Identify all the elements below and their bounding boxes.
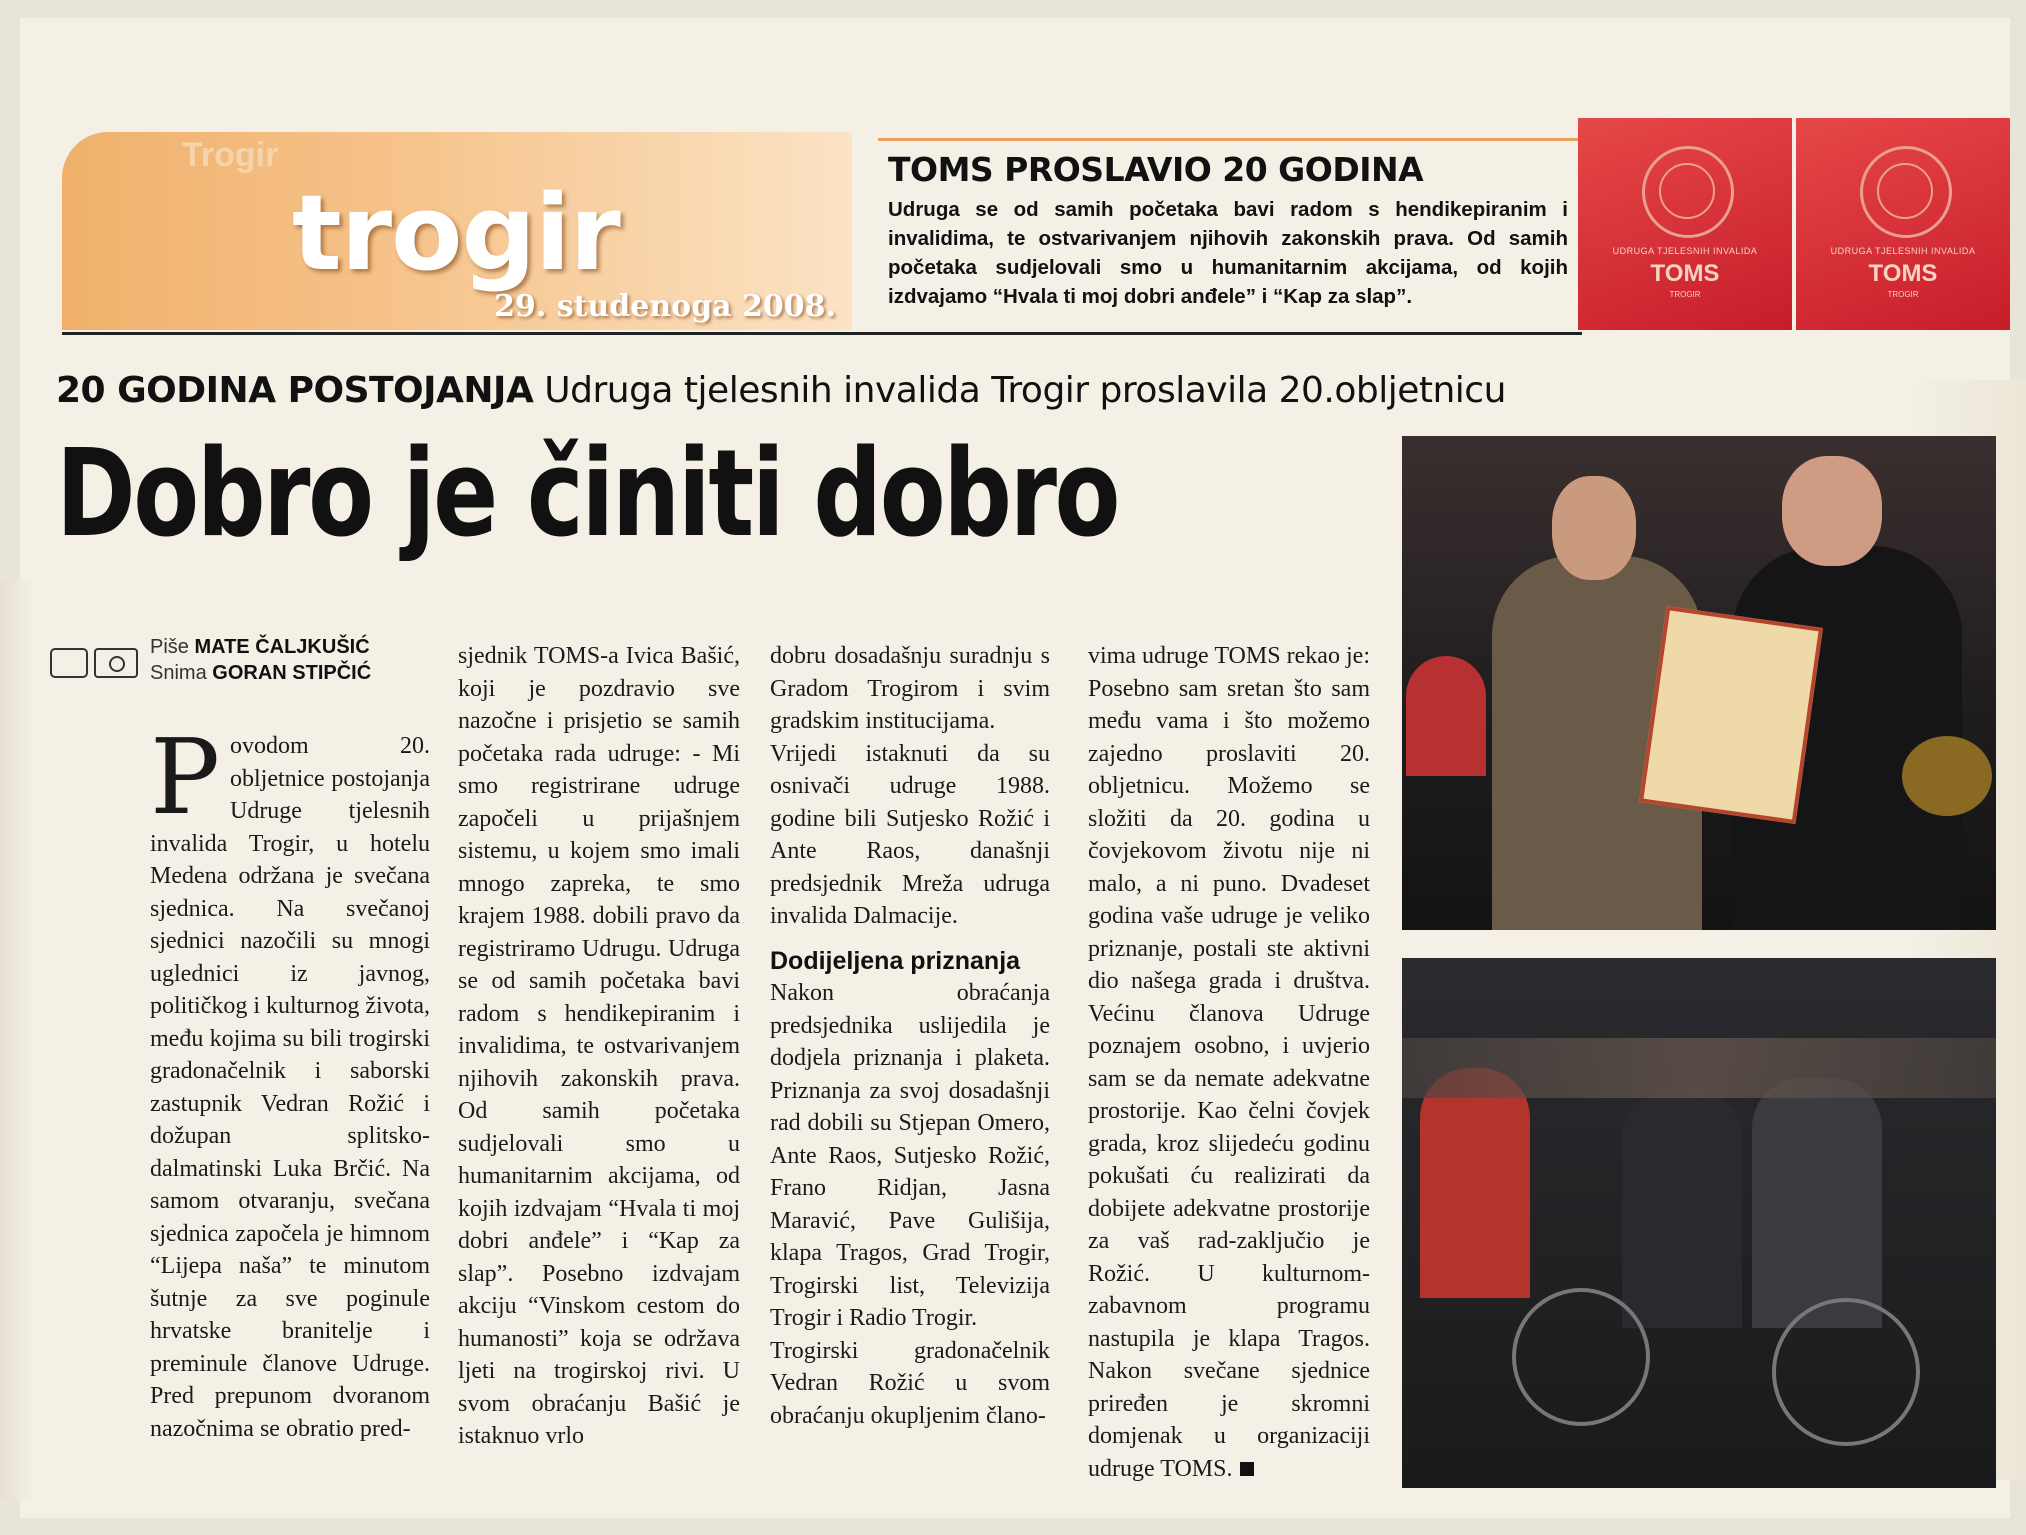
article-column-4 [1088,640,1370,1485]
article-column-1 [150,716,430,1445]
plaque-org: UDRUGA TJELESNIH INVALIDA [1612,246,1758,256]
column-3-paragraph-3: Nakon obraćanja predsjednika uslijedila je dodjela priznanja i plaketa. Priznanja za svoj dosadašnji rad dobili su Stjepan Omero, Ante Raos, Sutjesko Rožić, Frano Ridjan, Jasna Maravić, Pave Gulišija, klapa Tragos, Grad Trogir, Trogirski list, Televizija Trogir i Radio Trogir. [770,980,1050,1331]
section-title: trogir [292,172,620,294]
plaque-org: UDRUGA TJELESNIH INVALIDA [1830,246,1976,256]
photo-wheelchair-1 [1512,1288,1650,1426]
teaser-top-rule [878,138,1578,141]
photo-audience [1402,958,1996,1488]
photo-wheelchair-2 [1772,1298,1920,1446]
byline-photo-label: Snima [150,662,207,684]
teaser-text: Udruga se od samih početaka bavi radom s hendikepiranim i invalidima, te ostvarivanjem njihovih zakonskih prava. Od samih početaka sudjelovali smo u humanitarnim akcijama, od kojih izdvajamo “Hvala ti moj dobri anđele” i “Kap za slap”. [888,198,1568,308]
kicker-bold: 20 GODINA POSTOJANJA [56,370,534,411]
section-faint-label: Trogir [182,136,279,174]
photo-person-center [1622,1088,1742,1328]
article-column-2 [458,640,740,1453]
column-3-paragraph-4: Trogirski gradonačelnik Vedran Rožić u svom obraćanju okupljenim člano- [770,1337,1050,1429]
seal-icon [1860,146,1952,238]
photo-crowd [1402,1038,1996,1098]
seal-icon [1642,146,1734,238]
photo-head-left [1552,476,1636,580]
plaque-right [1796,118,2010,330]
drop-cap: P [150,716,220,838]
section-banner [62,132,852,330]
pen-icon [50,648,88,678]
header-divider [62,332,1582,335]
teaser-box [888,150,1568,311]
column-1-text: ovodom 20. obljetnice postojanja Udruge tjelesnih invalida Trogir, u hotelu Medena održana je svečana sjednica. Na svečanoj sjednici nazočili su mnogi uglednici iz javnog, političkog i kulturnog života, među kojima su bili trogirski gradonačelnik i saborski zastupnik Vedran Rožić i dožupan splitsko-dalmatinski Luka Brčić. Na samom otvaranju, svečana sjednica započela je himnom “Lijepa naša” te minutom šutnje za sve poginule hrvatske branitelje i preminule članove Udruge. Pred prepunom dvoranom nazočnima se obratio pred- [150,733,430,1442]
article-subhead: Dodijeljena priznanja [770,946,1021,975]
section-date: 29. studenoga 2008. [494,289,836,324]
byline-photographer: GORAN STIPČIĆ [212,662,372,684]
column-3-paragraph-1: dobru dosadašnju suradnju s Gradom Trogirom i svim gradskim institucijama. [770,643,1050,734]
article-headline: Dobro je činiti dobro [56,425,1119,564]
column-4-text: vima udruge TOMS rekao je: Posebno sam sretan što sam među vama i što možemo zajedno proslaviti 20. obljetnicu. Možemo se složiti da 20. godina u čovjekovom životu nije ni malo, a ni puno. Dvadeset godina vaše udruge je veliko priznanje, postali ste aktivni dio našega grada i društva. Većinu članova Udruge poznajem osobno, i uvjerio sam se da nemate adekvatne prostorije. Kao čelni čovjek grada, kroz slijedeću godinu pokušati ću realizirati da dobijete adekvatne prostorije za vaš rad-zaključio je Rožić. U kulturnom-zabavnom programu nastupila je klapa Tragos. Nakon svečane sjednice priređen je skromni domjenak u organizaciji udruge TOMS. [1088,643,1370,1482]
kicker-rest: Udruga tjelesnih invalida Trogir proslavila 20.obljetnicu [533,370,1506,411]
plaque-brand: TOMS [1868,260,1938,287]
teaser-title: TOMS PROSLAVIO 20 GODINA [888,150,1424,189]
article-column-3 [770,640,1050,1432]
photo-certificate [1639,606,1823,824]
plaque-city: TROGIR [1887,290,1919,299]
end-mark-icon [1240,1462,1254,1476]
byline-author-label: Piše [150,636,189,658]
byline-author: MATE ČALJKUŠIĆ [194,636,370,658]
photo-head-right [1782,456,1882,566]
column-3-paragraph-2: Vrijedi istaknuti da su osnivači udruge 1988. godine bili Sutjesko Rožić i Ante Raos, današnji predsjednik Mreža udruga invalida Dalmacije. [770,740,1050,929]
bleed-through-left [0,580,34,1500]
plaques-photo [1578,118,2010,330]
photo-award-handover [1402,436,1996,930]
plaque-left [1578,118,1792,330]
plaque-city: TROGIR [1669,290,1701,299]
column-2-text: sjednik TOMS-a Ivica Bašić, koji je pozdravio sve nazočne i prisjetio se samih početaka rada udruge: - Mi smo registrirane udruge započeli u prijašnjem sistemu, u kojem smo imali mnogo zapreka, te smo krajem 1988. dobili pravo da registriramo Udrugu. Udruga se od samih početaka bavi radom s hendikepiranim i invalidima, te ostvarivanjem njihovih zakonskih prava. Od samih početaka sudjelovali smo u humanitarnim akcijama, od kojih izdvajam “Hvala ti moj dobri anđele” i “Kap za slap”. Posebno izdvajam akciju “Vinskom cestom do humanosti” koja se održava ljeti na trogirskoj rivi. U svom obraćanju Bašić je istaknuo vrlo [458,643,740,1449]
article-kicker [56,370,1506,411]
photo-person-red [1420,1068,1530,1298]
plaque-brand: TOMS [1650,260,1720,287]
byline [50,636,371,688]
photo-flowers [1902,736,1992,816]
camera-icon [94,648,138,678]
photo-audience-red [1406,656,1486,776]
photo-person-right [1752,1078,1882,1328]
